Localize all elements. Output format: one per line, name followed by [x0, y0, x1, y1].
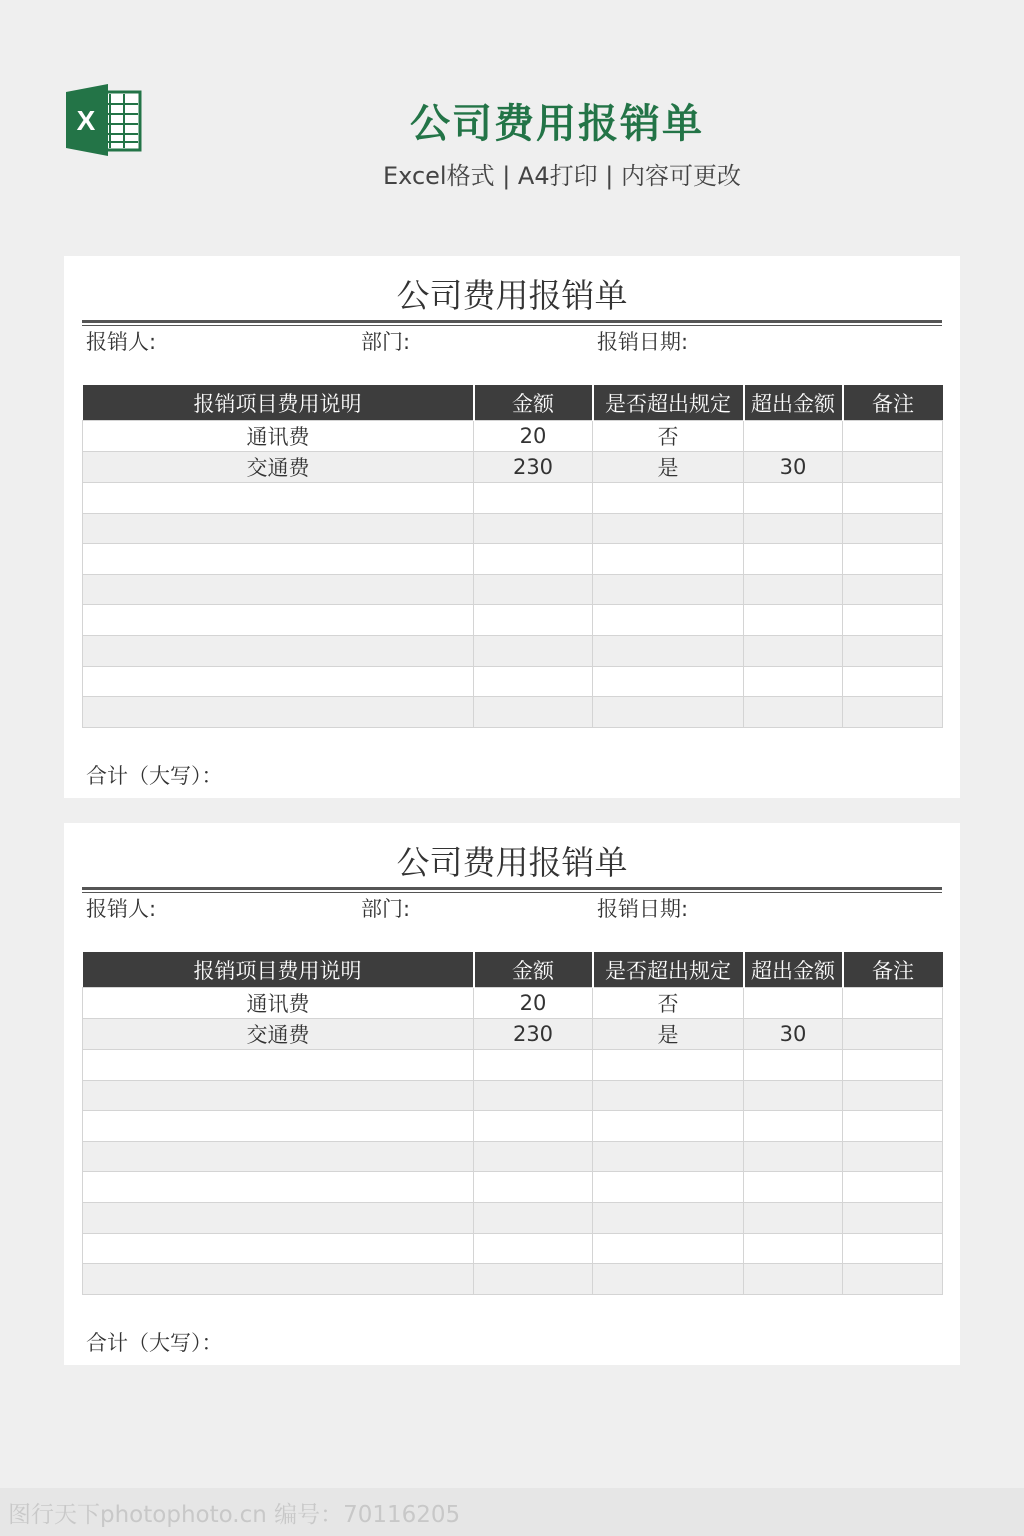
table-cell[interactable] — [593, 544, 744, 575]
page-header — [0, 0, 1024, 230]
table-cell[interactable] — [474, 1080, 593, 1111]
table-cell[interactable] — [83, 574, 474, 605]
table-cell[interactable] — [593, 574, 744, 605]
table-cell[interactable] — [744, 1111, 843, 1142]
table-cell[interactable] — [593, 1080, 744, 1111]
table-header-row — [83, 385, 943, 421]
table-cell[interactable] — [83, 1202, 474, 1233]
table-cell[interactable]: 20 — [474, 421, 593, 452]
table-cell[interactable] — [593, 635, 744, 666]
table-cell[interactable] — [843, 574, 943, 605]
table-cell[interactable] — [843, 1111, 943, 1142]
table-cell[interactable]: 230 — [474, 1019, 593, 1050]
table-cell[interactable] — [593, 666, 744, 697]
table-row — [83, 1019, 943, 1050]
table-cell[interactable] — [474, 697, 593, 728]
table-cell[interactable] — [843, 1080, 943, 1111]
table-cell[interactable]: 交通费 — [83, 452, 474, 483]
table-row — [83, 513, 943, 544]
table-cell[interactable] — [744, 421, 843, 452]
table-cell[interactable]: 20 — [474, 988, 593, 1019]
table-row — [83, 988, 943, 1019]
table-row — [83, 1172, 943, 1203]
table-cell[interactable] — [593, 1141, 744, 1172]
table-cell[interactable]: 230 — [474, 452, 593, 483]
table-cell[interactable] — [83, 483, 474, 514]
table-cell[interactable] — [744, 605, 843, 636]
expense-sheet-2 — [64, 823, 960, 1365]
table-cell[interactable] — [474, 513, 593, 544]
table-cell[interactable] — [474, 666, 593, 697]
table-cell[interactable] — [843, 421, 943, 452]
table-cell[interactable] — [744, 697, 843, 728]
table-cell[interactable] — [744, 1080, 843, 1111]
table-cell[interactable] — [593, 1202, 744, 1233]
table-cell[interactable] — [744, 988, 843, 1019]
table-cell[interactable] — [83, 513, 474, 544]
table-row — [83, 574, 943, 605]
table-cell[interactable] — [474, 1233, 593, 1264]
title-divider — [82, 887, 942, 890]
table-cell[interactable] — [843, 1202, 943, 1233]
table-cell[interactable] — [474, 1264, 593, 1295]
table-cell[interactable] — [843, 1264, 943, 1295]
department-label: 部门: — [361, 330, 411, 354]
table-row — [83, 544, 943, 575]
table-row — [83, 483, 943, 514]
expense-table — [82, 385, 943, 728]
table-cell[interactable] — [843, 1019, 943, 1050]
table-cell[interactable] — [843, 544, 943, 575]
table-cell[interactable] — [843, 483, 943, 514]
table-cell[interactable] — [83, 1111, 474, 1142]
table-cell[interactable] — [83, 605, 474, 636]
table-cell[interactable]: 30 — [744, 1019, 843, 1050]
table-row — [83, 1080, 943, 1111]
table-cell[interactable]: 通讯费 — [83, 421, 474, 452]
table-cell[interactable] — [593, 1111, 744, 1142]
table-row — [83, 452, 943, 483]
table-cell[interactable]: 否 — [593, 988, 744, 1019]
table-cell[interactable] — [593, 697, 744, 728]
page-title: 公司费用报销单 — [410, 101, 704, 147]
table-cell[interactable] — [744, 666, 843, 697]
table-cell[interactable] — [843, 697, 943, 728]
table-cell[interactable] — [744, 544, 843, 575]
reimburser-label: 报销人: — [86, 897, 157, 921]
table-row — [83, 1202, 943, 1233]
reimburser-label: 报销人: — [86, 330, 157, 354]
watermark-text: 图行天下photophoto.cn 编号：70116205 — [8, 1502, 461, 1528]
sheet-title: 公司费用报销单 — [396, 276, 628, 315]
table-cell[interactable] — [83, 544, 474, 575]
expense-sheet-1 — [64, 256, 960, 798]
table-cell[interactable] — [744, 513, 843, 544]
table-cell[interactable] — [744, 1050, 843, 1081]
table-cell[interactable] — [843, 988, 943, 1019]
table-row — [83, 697, 943, 728]
table-cell[interactable] — [474, 605, 593, 636]
title-divider — [82, 320, 942, 323]
table-cell[interactable] — [474, 1141, 593, 1172]
table-cell[interactable]: 交通费 — [83, 1019, 474, 1050]
table-cell[interactable] — [83, 1233, 474, 1264]
table-cell[interactable] — [474, 483, 593, 514]
table-cell[interactable] — [843, 635, 943, 666]
table-cell[interactable] — [593, 513, 744, 544]
table-cell[interactable] — [83, 1172, 474, 1203]
table-cell[interactable] — [744, 574, 843, 605]
table-cell[interactable] — [474, 544, 593, 575]
column-header: 超出金额 — [744, 952, 843, 988]
table-row — [83, 1111, 943, 1142]
date-label: 报销日期: — [597, 330, 689, 354]
table-cell[interactable]: 30 — [744, 452, 843, 483]
column-header: 是否超出规定 — [593, 952, 744, 988]
column-header: 超出金额 — [744, 385, 843, 421]
column-header: 备注 — [843, 952, 943, 988]
table-cell[interactable]: 是 — [593, 452, 744, 483]
table-cell[interactable] — [843, 1050, 943, 1081]
table-row — [83, 1264, 943, 1295]
logo-letter: X — [76, 105, 96, 136]
table-row — [83, 1141, 943, 1172]
table-cell[interactable] — [744, 1172, 843, 1203]
table-cell[interactable] — [474, 635, 593, 666]
table-cell[interactable] — [593, 483, 744, 514]
table-cell[interactable] — [744, 483, 843, 514]
table-cell[interactable] — [744, 1202, 843, 1233]
column-header: 报销项目费用说明 — [83, 385, 474, 421]
table-cell[interactable] — [474, 1050, 593, 1081]
table-cell[interactable] — [593, 605, 744, 636]
table-cell[interactable] — [83, 1080, 474, 1111]
table-cell[interactable] — [744, 635, 843, 666]
table-cell[interactable]: 否 — [593, 421, 744, 452]
column-header: 报销项目费用说明 — [83, 952, 474, 988]
table-cell[interactable] — [83, 666, 474, 697]
table-cell[interactable] — [593, 1264, 744, 1295]
column-header: 金额 — [474, 385, 593, 421]
table-cell[interactable] — [744, 1264, 843, 1295]
table-row — [83, 635, 943, 666]
table-cell[interactable] — [843, 605, 943, 636]
table-cell[interactable]: 是 — [593, 1019, 744, 1050]
table-row — [83, 421, 943, 452]
watermark-bar — [0, 1488, 1024, 1536]
table-cell[interactable] — [474, 574, 593, 605]
table-row — [83, 605, 943, 636]
column-header: 是否超出规定 — [593, 385, 744, 421]
table-cell[interactable] — [83, 697, 474, 728]
table-cell[interactable] — [83, 1141, 474, 1172]
table-cell[interactable] — [83, 635, 474, 666]
total-label: 合计（大写）： — [86, 764, 223, 788]
column-header: 备注 — [843, 385, 943, 421]
table-header-row — [83, 952, 943, 988]
table-cell[interactable] — [744, 1141, 843, 1172]
expense-table — [82, 952, 943, 1295]
table-cell[interactable] — [843, 1141, 943, 1172]
table-cell[interactable] — [843, 1233, 943, 1264]
table-cell[interactable] — [83, 1264, 474, 1295]
title-divider-thin — [82, 325, 942, 326]
table-cell[interactable] — [593, 1172, 744, 1203]
table-cell[interactable] — [744, 1233, 843, 1264]
table-cell[interactable]: 通讯费 — [83, 988, 474, 1019]
table-cell[interactable] — [843, 666, 943, 697]
page-subtitle: Excel格式 | A4打印 | 内容可更改 — [383, 162, 741, 190]
table-row — [83, 666, 943, 697]
title-divider-thin — [82, 892, 942, 893]
table-cell[interactable] — [843, 1172, 943, 1203]
table-cell[interactable] — [843, 513, 943, 544]
table-cell[interactable] — [474, 1111, 593, 1142]
table-cell[interactable] — [474, 1202, 593, 1233]
table-cell[interactable] — [593, 1050, 744, 1081]
sheet-title: 公司费用报销单 — [396, 843, 628, 882]
table-cell[interactable] — [474, 1172, 593, 1203]
table-row — [83, 1233, 943, 1264]
table-row — [83, 1050, 943, 1081]
department-label: 部门: — [361, 897, 411, 921]
table-cell[interactable] — [843, 452, 943, 483]
column-header: 金额 — [474, 952, 593, 988]
date-label: 报销日期: — [597, 897, 689, 921]
table-cell[interactable] — [83, 1050, 474, 1081]
total-label: 合计（大写）： — [86, 1331, 223, 1355]
table-cell[interactable] — [593, 1233, 744, 1264]
